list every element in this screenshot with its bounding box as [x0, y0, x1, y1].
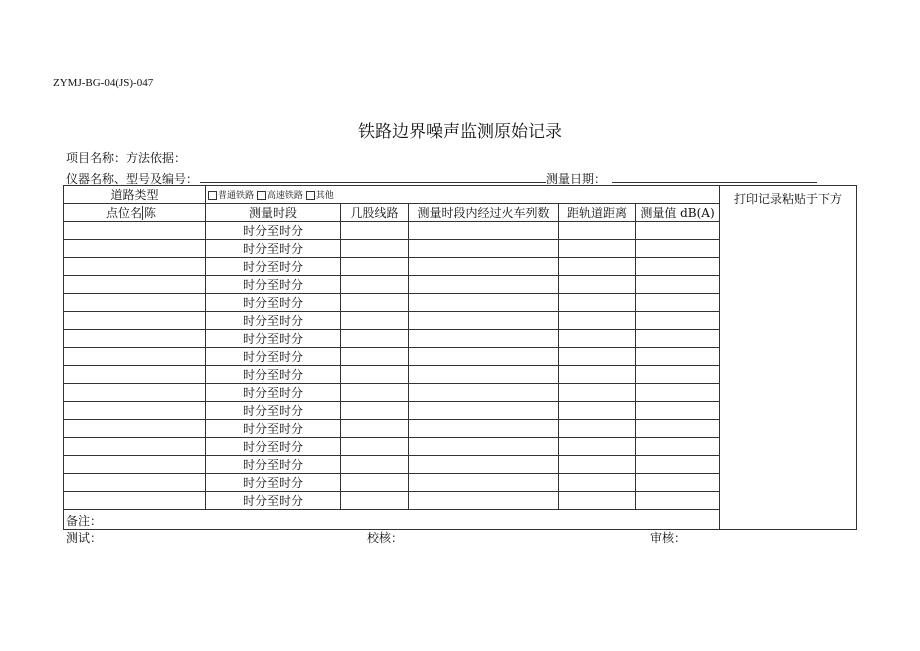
point-name-cell[interactable] [64, 492, 206, 510]
measured-value-cell[interactable] [636, 258, 720, 276]
lines-cell[interactable] [341, 276, 409, 294]
lines-cell[interactable] [341, 438, 409, 456]
train-count-cell[interactable] [409, 474, 559, 492]
lines-cell[interactable] [341, 420, 409, 438]
measured-value-cell[interactable] [636, 222, 720, 240]
point-name-cell[interactable] [64, 456, 206, 474]
lines-cell[interactable] [341, 456, 409, 474]
period-cell: 时分至时分 [206, 384, 341, 402]
header-measured-value: 测量值 dB(A) [636, 204, 720, 222]
measured-value-cell[interactable] [636, 294, 720, 312]
distance-cell[interactable] [559, 366, 636, 384]
checkbox-icon [208, 191, 217, 200]
lines-cell[interactable] [341, 384, 409, 402]
measured-value-cell[interactable] [636, 276, 720, 294]
period-cell: 时分至时分 [206, 438, 341, 456]
point-name-cell[interactable] [64, 366, 206, 384]
measured-value-cell[interactable] [636, 402, 720, 420]
point-name-cell[interactable] [64, 330, 206, 348]
document-title: 铁路边界噪声监测原始记录 [358, 122, 562, 142]
road-type-label: 道路类型 [64, 186, 206, 204]
remarks-cell[interactable]: 备注： [64, 510, 720, 530]
train-count-cell[interactable] [409, 222, 559, 240]
record-table [63, 185, 857, 530]
form-code: ZYMJ-BG-04(JS)-047 [53, 77, 154, 89]
measured-value-cell[interactable] [636, 492, 720, 510]
lines-cell[interactable] [341, 474, 409, 492]
header-lines: 几股线路 [341, 204, 409, 222]
distance-cell[interactable] [559, 222, 636, 240]
train-count-cell[interactable] [409, 258, 559, 276]
measured-value-cell[interactable] [636, 420, 720, 438]
distance-cell[interactable] [559, 294, 636, 312]
distance-cell[interactable] [559, 348, 636, 366]
point-name-cell[interactable] [64, 402, 206, 420]
period-cell: 时分至时分 [206, 348, 341, 366]
train-count-cell[interactable] [409, 456, 559, 474]
measured-value-cell[interactable] [636, 240, 720, 258]
lines-cell[interactable] [341, 240, 409, 258]
measured-value-cell[interactable] [636, 384, 720, 402]
lines-cell[interactable] [341, 402, 409, 420]
train-count-cell[interactable] [409, 276, 559, 294]
distance-cell[interactable] [559, 492, 636, 510]
checker-label: 校核： [367, 531, 404, 545]
point-name-cell[interactable] [64, 384, 206, 402]
period-cell: 时分至时分 [206, 474, 341, 492]
period-cell: 时分至时分 [206, 258, 341, 276]
period-cell: 时分至时分 [206, 276, 341, 294]
train-count-cell[interactable] [409, 366, 559, 384]
date-label: 测量日期： [546, 172, 607, 186]
train-count-cell[interactable] [409, 312, 559, 330]
distance-cell[interactable] [559, 474, 636, 492]
instrument-label: 仪器名称、型号及编号： [66, 172, 199, 186]
road-type-row [64, 186, 857, 204]
lines-cell[interactable] [341, 312, 409, 330]
distance-cell[interactable] [559, 276, 636, 294]
header-point-name: 点位名 陈 [64, 204, 206, 222]
header-distance: 距轨道距离 [559, 204, 636, 222]
project-method-label: 项目名称：方法依据： [66, 151, 187, 165]
distance-cell[interactable] [559, 420, 636, 438]
lines-cell[interactable] [341, 348, 409, 366]
instrument-field-line[interactable] [200, 182, 546, 183]
measured-value-cell[interactable] [636, 366, 720, 384]
point-name-cell[interactable] [64, 294, 206, 312]
point-name-cell[interactable] [64, 312, 206, 330]
reviewer-label: 审核： [650, 531, 687, 545]
train-count-cell[interactable] [409, 492, 559, 510]
train-count-cell[interactable] [409, 420, 559, 438]
period-cell: 时分至时分 [206, 240, 341, 258]
period-cell: 时分至时分 [206, 420, 341, 438]
point-name-cell[interactable] [64, 348, 206, 366]
distance-cell[interactable] [559, 258, 636, 276]
distance-cell[interactable] [559, 330, 636, 348]
train-count-cell[interactable] [409, 294, 559, 312]
distance-cell[interactable] [559, 456, 636, 474]
measured-value-cell[interactable] [636, 474, 720, 492]
period-cell: 时分至时分 [206, 456, 341, 474]
distance-cell[interactable] [559, 240, 636, 258]
period-cell: 时分至时分 [206, 366, 341, 384]
train-count-cell[interactable] [409, 384, 559, 402]
measured-value-cell[interactable] [636, 438, 720, 456]
point-name-cell[interactable] [64, 420, 206, 438]
period-cell: 时分至时分 [206, 222, 341, 240]
train-count-cell[interactable] [409, 330, 559, 348]
point-name-cell[interactable] [64, 240, 206, 258]
distance-cell[interactable] [559, 402, 636, 420]
point-name-cell[interactable] [64, 438, 206, 456]
distance-cell[interactable] [559, 438, 636, 456]
checkbox-icon [257, 191, 266, 200]
measured-value-cell[interactable] [636, 330, 720, 348]
measured-value-cell[interactable] [636, 312, 720, 330]
option-ordinary[interactable]: 普通铁路 [208, 191, 254, 201]
period-cell: 时分至时分 [206, 294, 341, 312]
lines-cell[interactable] [341, 366, 409, 384]
road-type-options [206, 186, 720, 204]
train-count-cell[interactable] [409, 348, 559, 366]
train-count-cell[interactable] [409, 402, 559, 420]
date-field-line[interactable] [612, 182, 817, 183]
header-train-count: 测量时段内经过火车列数 [409, 204, 559, 222]
tester-label: 测试： [66, 531, 103, 545]
point-name-cell[interactable] [64, 258, 206, 276]
train-count-cell[interactable] [409, 438, 559, 456]
period-cell: 时分至时分 [206, 312, 341, 330]
lines-cell[interactable] [341, 492, 409, 510]
period-cell: 时分至时分 [206, 330, 341, 348]
measured-value-cell[interactable] [636, 456, 720, 474]
distance-cell[interactable] [559, 312, 636, 330]
train-count-cell[interactable] [409, 240, 559, 258]
point-name-cell[interactable] [64, 276, 206, 294]
lines-cell[interactable] [341, 258, 409, 276]
lines-cell[interactable] [341, 294, 409, 312]
checkbox-icon [306, 191, 315, 200]
distance-cell[interactable] [559, 384, 636, 402]
option-other[interactable]: 其他 [306, 191, 334, 201]
lines-cell[interactable] [341, 222, 409, 240]
period-cell: 时分至时分 [206, 402, 341, 420]
measured-value-cell[interactable] [636, 348, 720, 366]
print-paste-area: 打印记录粘贴于下方 [720, 186, 857, 530]
lines-cell[interactable] [341, 330, 409, 348]
header-period: 测量时段 [206, 204, 341, 222]
option-highspeed[interactable]: 高速铁路 [257, 191, 303, 201]
point-name-cell[interactable] [64, 222, 206, 240]
period-cell: 时分至时分 [206, 492, 341, 510]
point-name-cell[interactable] [64, 474, 206, 492]
